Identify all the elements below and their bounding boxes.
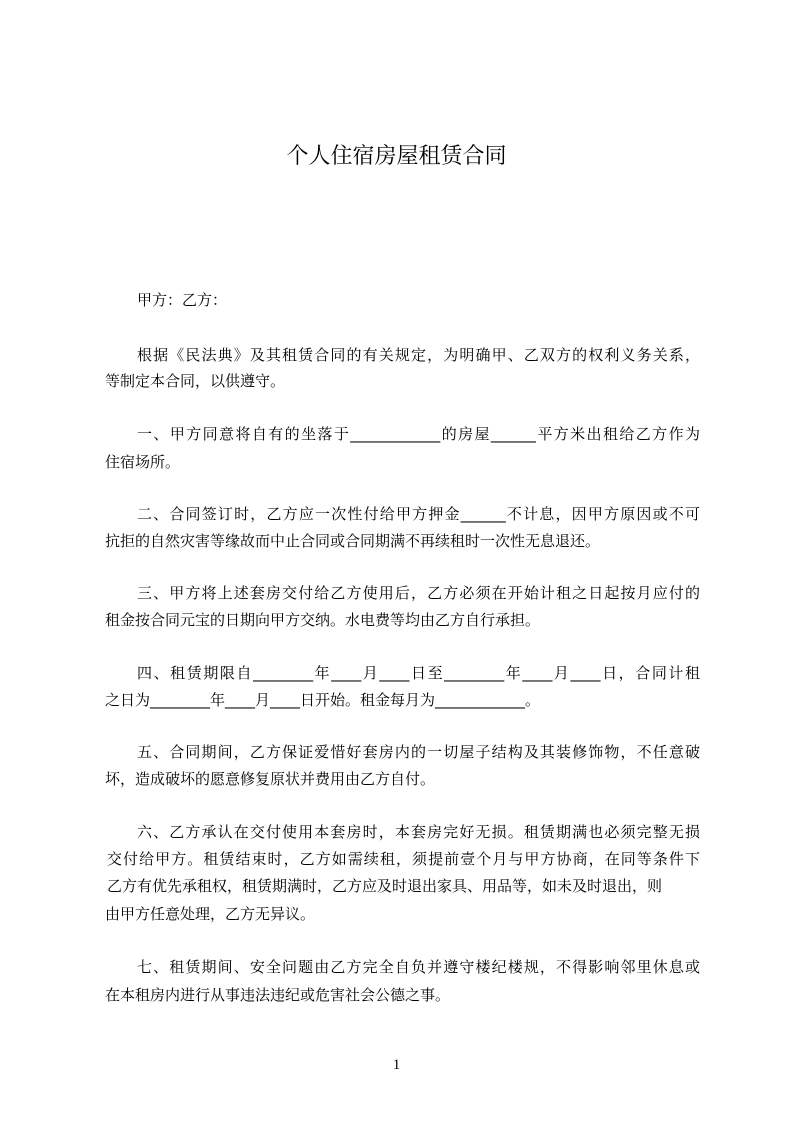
clause-7-line: 在本租房内进行从事违法违纪或危害社会公德之事。 [105,986,451,1004]
clause-6-line: 交付给甲方。租赁结束时，乙方如需续租，须提前壹个月与甲方协商，在同等条件下 [107,850,700,868]
clause-7-line: 七、租赁期间、安全问题由乙方完全自负并遵守楼纪楼规，不得影响邻里休息或 [137,958,700,976]
clause-2-line: 抗拒的自然灾害等缘故而中止合同或合同期满不再续租时一次性无息退还。 [105,532,601,550]
clause-4-line: 之日为________年____月____日开始。租金每月为____________。 [105,691,541,709]
clause-3-line: 租金按合同元宝的日期向甲方交纳。水电费等均由乙方自行承担。 [105,611,541,629]
clause-3-line: 三、甲方将上述套房交付给乙方使用后，乙方必须在开始计租之日起按月应付的 [137,584,700,602]
clause-6-line: 由甲方任意处理，乙方无异议。 [105,905,316,923]
clause-5-line: 五、合同期间，乙方保证爱惜好套房内的一切屋子结构及其装修饰物，不任意破 [137,743,700,761]
clause-2-line: 二、合同签订时，乙方应一次性付给甲方押金______不计息，因甲方原因或不可 [137,505,700,523]
page-title: 个人住宿房屋租赁合同 [286,144,507,169]
preamble-line: 根据《民法典》及其租赁合同的有关规定，为明确甲、乙双方的权利义务关系， [137,346,700,364]
clause-4-line: 四、租赁期限自________年____月____日至________年____月____日，合同计租 [137,664,700,682]
clause-6-line: 六、乙方承认在交付使用本套房时，本套房完好无损。租赁期满也必须完整无损 [137,823,700,841]
clause-5-line: 坏，造成破坏的愿意修复原状并费用由乙方自付。 [105,770,436,788]
parties-line: 甲方：乙方： [137,291,228,309]
clause-1-line: 一、甲方同意将自有的坐落于____________的房屋______平方米出租给乙方作为 [137,425,700,443]
preamble-line: 等制定本合同，以供遵守。 [105,372,286,390]
clause-6-line: 乙方有优先承租权，租赁期满时，乙方应及时退出家具、用品等，如未及时退出，则 [107,877,663,895]
clause-1-line: 住宿场所。 [105,453,181,471]
page-number: 1 [392,1057,401,1073]
